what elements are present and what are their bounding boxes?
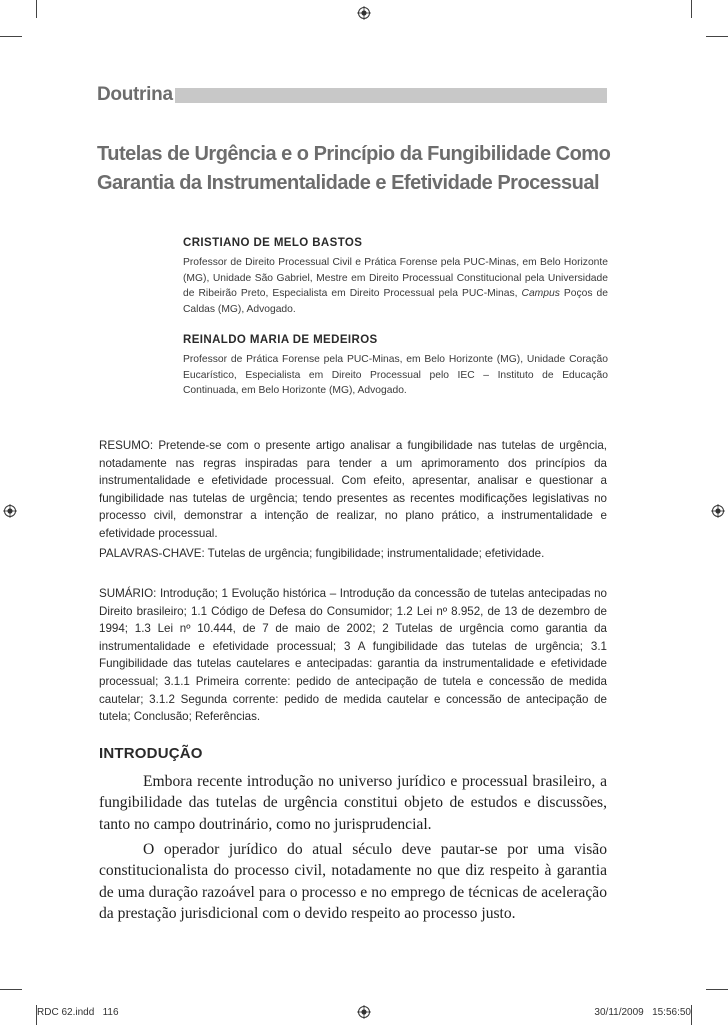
author-name: REINALDO MARIA DE MEDEIROS <box>183 334 378 346</box>
crop-mark <box>0 989 22 990</box>
crop-mark <box>0 36 22 37</box>
author-bio-italic: Campus <box>521 288 560 299</box>
article-title: Tutelas de Urgência e o Princípio da Fungibilidade Como Garantia da Instrumentalidade e Efetividade Processual <box>97 143 611 194</box>
body-paragraph: O operador jurídico do atual século deve pautar-se por uma visão constitucionalista do processo civil, notadamente no que diz respeito à garantia de uma duração razoável para o processo e no emprego de técnicas de aceleração da prestação jurisdicional com o devido respeito ao processo justo. <box>99 841 607 923</box>
author-bio-text: Professor de Direito Processual Civil e Prática Forense pela PUC-Minas, em Belo Horizonte (MG), Unidade São Gabriel, Mestre em Direito Processual Constitucional pela Universidade de Ribeirão Preto, Especialista em Direito Processual pela PUC-Minas, <box>183 257 608 299</box>
author-block <box>183 236 608 317</box>
print-file-slug: RDC 62.indd 116 <box>37 1007 119 1018</box>
body-paragraph: Embora recente introdução no universo jurídico e processual brasileiro, a fungibilidade das tutelas de urgência constitui objeto de estudos e discussões, tanto no campo doutrinário, como no jurisprudencial. <box>99 773 607 833</box>
print-timestamp: 30/11/2009 15:56:50 <box>594 1007 691 1018</box>
registration-mark-icon <box>357 1005 371 1019</box>
section-heading: INTRODUÇÃO <box>99 745 203 762</box>
author-name: CRISTIANO DE MELO BASTOS <box>183 237 363 249</box>
registration-mark-icon <box>3 504 17 518</box>
author-block <box>183 333 608 399</box>
section-label: Doutrina <box>97 84 173 105</box>
crop-mark <box>691 0 692 18</box>
registration-mark-icon <box>711 504 725 518</box>
crop-mark <box>36 0 37 18</box>
author-bio: Professor de Prática Forense pela PUC-Minas, em Belo Horizonte (MG), Unidade Coração Eucarístico, Especialista em Direito Processual pelo IEC – Instituto de Educação Continuada, em Belo Horizonte (MG), Advogado. <box>183 354 608 396</box>
crop-mark <box>706 36 728 37</box>
author-bio-text: Poços de Caldas (MG), Advogado. <box>183 288 609 315</box>
registration-mark-icon <box>357 6 371 20</box>
summary-sumario: SUMÁRIO: Introdução; 1 Evolução histórica – Introdução da concessão de tutelas antecipadas no Direito brasileiro; 1.1 Código de Defesa do Consumidor; 1.2 Lei nº 8.952, de 13 de dezembro de 1994; 1.3 Lei nº 10.444, de 7 de maio de 2002; 2 Tutelas de urgência como garantia da instrumentalidade e efetividade processual; 3 A fungibilidade das tutelas de urgência; 3.1 Fungibilidade das tutelas cautelares e antecipadas: garantia da instrumentalidade e efetividade processual; 3.1.1 Primeira corrente: pedido de antecipação de tutela e concessão de medida cautelar; 3.1.2 Segunda corrente: pedido de medida cautelar e concessão de antecipação de tutela; Conclusão; Referências. <box>99 587 607 724</box>
crop-mark <box>706 989 728 990</box>
crop-mark <box>691 1005 692 1025</box>
keywords: PALAVRAS-CHAVE: Tutelas de urgência; fungibilidade; instrumentalidade; efetividade. <box>99 547 545 560</box>
author-bio <box>183 255 608 317</box>
abstract-resumo: RESUMO: Pretende-se com o presente artigo analisar a fungibilidade nas tutelas de urgência, notadamente nas regras inspiradas para tender a um aprimoramento dos princípios da instrumentalidade e efetividade processual. Com efeito, apresentar, analisar e questionar a fungibilidade nas tutelas de urgência; tendo presentes as recentes modificações legislativas no processo civil, demonstrar a intenção de realizar, no plano prático, a instrumentalidade e efetividade processual. <box>99 439 607 540</box>
